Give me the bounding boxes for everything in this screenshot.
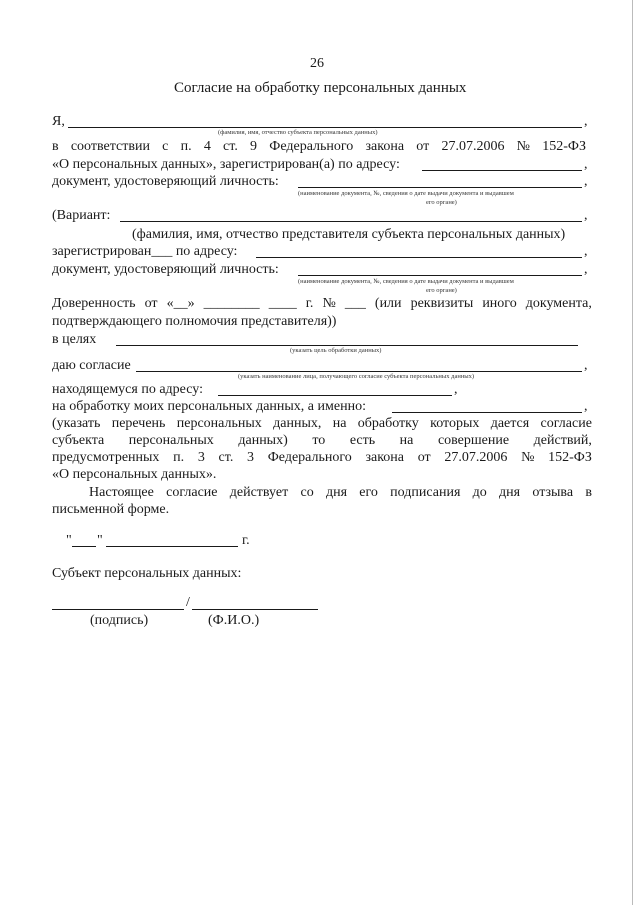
page-title: Согласие на обработку персональных данных bbox=[174, 80, 467, 96]
data-list-line-1 bbox=[52, 416, 592, 432]
date-year-suffix: г. bbox=[242, 533, 250, 548]
word: от bbox=[144, 296, 158, 311]
word: 4 bbox=[203, 139, 211, 154]
word: со bbox=[300, 485, 314, 500]
rep-id-document-hint-2: его органе) bbox=[426, 287, 457, 294]
word: перечень bbox=[111, 416, 166, 431]
word: действует bbox=[229, 485, 289, 500]
representative-field-line[interactable] bbox=[120, 221, 582, 222]
word: данных) bbox=[238, 433, 288, 448]
purpose-hint: (указать цель обработки данных) bbox=[290, 347, 382, 354]
word: персональных bbox=[128, 433, 214, 448]
subject-label: Субъект персональных данных: bbox=[52, 566, 242, 581]
word: Федерального bbox=[267, 450, 352, 465]
word: (или bbox=[374, 296, 402, 311]
word: п. bbox=[180, 139, 192, 154]
page-edge bbox=[632, 0, 633, 905]
word: с bbox=[162, 139, 169, 154]
id-document-label: документ, удостоверяющий личность: bbox=[52, 174, 279, 189]
word: ст. bbox=[223, 139, 238, 154]
word: отзыва bbox=[532, 485, 574, 500]
id-document-hint-2: его органе) bbox=[426, 199, 457, 206]
word: Доверенность bbox=[52, 296, 136, 311]
date-quote-open: " bbox=[66, 533, 72, 548]
word: № bbox=[322, 296, 336, 311]
word: ________ bbox=[203, 296, 260, 311]
rep-registration-label: зарегистрирован___ по адресу: bbox=[52, 244, 238, 259]
date-quote-close: " bbox=[97, 533, 103, 548]
word: соответствии bbox=[70, 139, 150, 154]
processing-label: на обработку моих персональных данных, а именно: bbox=[52, 399, 366, 414]
operator-hint: (указать наименование лица, получающего согласие субъекта персональных данных) bbox=[238, 373, 475, 380]
signature-hint: (подпись) bbox=[90, 613, 149, 628]
comma: , bbox=[584, 174, 588, 189]
word: данных, bbox=[273, 416, 322, 431]
word: до bbox=[472, 485, 487, 500]
power-of-attorney-line bbox=[52, 296, 592, 312]
variant-label: (Вариант: bbox=[52, 208, 111, 223]
signature-slash: / bbox=[186, 595, 190, 610]
word: 3 bbox=[247, 450, 255, 465]
id-document-field-line[interactable] bbox=[298, 187, 582, 188]
rep-id-document-field-line[interactable] bbox=[298, 275, 582, 276]
word: 27.07.2006 bbox=[444, 450, 508, 465]
word: реквизиты bbox=[410, 296, 474, 311]
fio-signature-hint: (Ф.И.О.) bbox=[208, 613, 260, 628]
operator-address-label: находящемуся по адресу: bbox=[52, 382, 203, 397]
word: 152-ФЗ bbox=[548, 450, 592, 465]
id-document-hint: (наименование документа, №, сведения о дате выдачи документа и выдавшем bbox=[298, 190, 514, 197]
word: Настоящее bbox=[89, 485, 154, 500]
word: от bbox=[416, 139, 430, 154]
data-list-field-line[interactable] bbox=[392, 412, 582, 413]
word: (указать bbox=[52, 416, 101, 431]
consent-label: даю согласие bbox=[52, 358, 131, 373]
rep-address-field-line[interactable] bbox=[256, 257, 582, 258]
word: предусмотренных bbox=[52, 450, 160, 465]
word: № bbox=[521, 450, 535, 465]
word: ст. bbox=[218, 450, 234, 465]
comma: , bbox=[454, 382, 458, 397]
purpose-field-line[interactable] bbox=[116, 345, 578, 346]
operator-field-line[interactable] bbox=[136, 371, 582, 372]
validity-line-2: письменной форме. bbox=[52, 502, 170, 517]
word: № bbox=[516, 139, 531, 154]
registration-label: «О персональных данных», зарегистрирован(а) по адресу: bbox=[52, 157, 400, 172]
word: которых bbox=[430, 416, 480, 431]
word: 9 bbox=[250, 139, 258, 154]
word: согласие bbox=[540, 416, 592, 431]
comma: , bbox=[584, 262, 588, 277]
page-number: 26 bbox=[310, 56, 324, 71]
word: закона bbox=[365, 450, 405, 465]
word: иного bbox=[482, 296, 517, 311]
comma: , bbox=[584, 114, 588, 129]
purpose-label: в целях bbox=[52, 332, 97, 347]
word: в bbox=[585, 485, 592, 500]
date-day-field-line[interactable] bbox=[72, 546, 96, 547]
comma: , bbox=[584, 208, 588, 223]
word: г. bbox=[305, 296, 314, 311]
word: согласие bbox=[166, 485, 218, 500]
word: его bbox=[359, 485, 378, 500]
word: подписания bbox=[390, 485, 461, 500]
comma: , bbox=[584, 157, 588, 172]
word: 152-ФЗ bbox=[542, 139, 586, 154]
word: от bbox=[417, 450, 431, 465]
word: есть bbox=[349, 433, 376, 448]
word: ____ bbox=[268, 296, 297, 311]
date-month-year-field-line[interactable] bbox=[106, 546, 238, 547]
rep-id-document-hint: (наименование документа, №, сведения о дате выдачи документа и выдавшем bbox=[298, 278, 514, 285]
word: субъекта bbox=[52, 433, 105, 448]
word: дается bbox=[490, 416, 530, 431]
word: на bbox=[332, 416, 347, 431]
word: обработку bbox=[357, 416, 419, 431]
word: закона bbox=[365, 139, 405, 154]
word: 3 bbox=[197, 450, 205, 465]
fio-hint: (фамилия, имя, отчество субъекта персональных данных) bbox=[218, 129, 378, 136]
data-list-line-4: «О персональных данных». bbox=[52, 467, 217, 482]
data-list-line-2 bbox=[52, 433, 592, 449]
rep-id-document-label: документ, удостоверяющий личность: bbox=[52, 262, 279, 277]
comma: , bbox=[584, 244, 588, 259]
word: персональных bbox=[176, 416, 262, 431]
representative-hint: (фамилия, имя, отчество представителя субъекта персональных данных) bbox=[132, 227, 566, 242]
word: то bbox=[312, 433, 326, 448]
comma: , bbox=[584, 399, 588, 414]
fio-signature-field-line[interactable] bbox=[192, 609, 318, 610]
word: на bbox=[399, 433, 414, 448]
word: документа, bbox=[525, 296, 592, 311]
word: совершение bbox=[437, 433, 510, 448]
fio-field-line[interactable] bbox=[68, 127, 582, 128]
law-line bbox=[52, 139, 586, 155]
word: «__» bbox=[166, 296, 195, 311]
operator-address-field-line[interactable] bbox=[218, 395, 452, 396]
word: 27.07.2006 bbox=[441, 139, 505, 154]
ya-label: Я, bbox=[52, 114, 65, 129]
word: в bbox=[52, 139, 59, 154]
address-field-line[interactable] bbox=[422, 170, 582, 171]
signature-field-line[interactable] bbox=[52, 609, 184, 610]
power-of-attorney-line-2: подтверждающего полномочия представителя)) bbox=[52, 314, 337, 329]
data-list-line-3 bbox=[52, 450, 592, 466]
word: п. bbox=[173, 450, 185, 465]
word: действий, bbox=[533, 433, 592, 448]
word: ___ bbox=[344, 296, 366, 311]
word: дня bbox=[499, 485, 521, 500]
comma: , bbox=[584, 358, 588, 373]
word: Федерального bbox=[269, 139, 354, 154]
word: дня bbox=[325, 485, 348, 500]
validity-line-1 bbox=[89, 485, 592, 501]
